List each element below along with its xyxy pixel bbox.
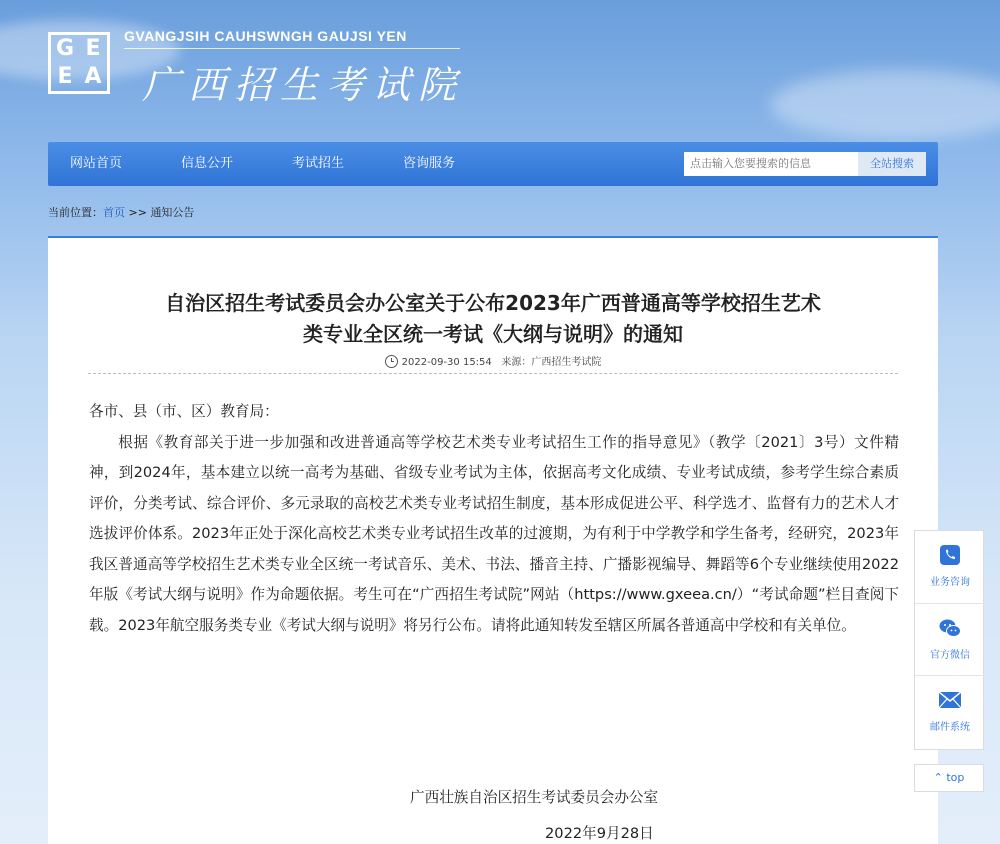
header-cloud xyxy=(770,70,1000,140)
back-to-top-button[interactable] xyxy=(914,764,984,792)
article-datetime: 2022-09-30 15:54 xyxy=(401,357,492,368)
float-item-consult[interactable] xyxy=(915,531,985,603)
site-header xyxy=(0,0,1000,140)
article-paragraph: 根据《教育部关于进一步加强和改进普通高等学校艺术类专业考试招生工作的指导意见》（教学〔2021〕3号）文件精神，到2024年，基本建立以统一高考为基础、省级专业考试为主体，依据高考文化成绩、专业考试成绩，参考学生综合素质评价，分类考试、综合评价、多元录取的高校艺术类专业考试招生制度，基本形成促进公平、科学选才、监督有力的艺术人才选拔评价体系。2023年正处于深化高校艺术类专业考试招生改革的过渡期，为有利于中学教学和学生备考，经研究，2023年我区普通高等学校招生艺术类专业全区统一考试音乐、美术、书法、播音主持、广播影视编导、舞蹈等6个专业继续使用2022年版《考试大纲与说明》作为命题依据。考生可在“广西招生考试院”网站（https://www.gxeea.cn/）“考试命题”栏目查阅下载。2023年航空服务类专业《考试大纲与说明》将另行公布。请将此通知转发至辖区所属各普通高中学校和有关单位。 xyxy=(89,433,899,634)
clock-icon xyxy=(385,355,398,368)
article-meta xyxy=(48,353,938,368)
article-source: 来源：广西招生考试院 xyxy=(501,357,602,368)
site-name-cn: 广西招生考试院 xyxy=(142,63,465,107)
phone-icon xyxy=(938,543,962,567)
breadcrumb-prefix: 当前位置： xyxy=(48,206,103,219)
article-panel xyxy=(48,236,938,844)
back-to-top-label: top xyxy=(946,771,965,784)
chevron-up-icon: ⌃ xyxy=(933,771,943,784)
mail-icon xyxy=(938,688,962,712)
article-title-line: 类专业全区统一考试《大纲与说明》的通知 xyxy=(303,322,683,346)
nav-item-home[interactable]: 网站首页 xyxy=(70,156,123,171)
wechat-icon xyxy=(938,616,962,640)
breadcrumb-home-link[interactable]: 首页 xyxy=(103,206,125,219)
search-button[interactable]: 全站搜索 xyxy=(858,152,926,176)
logo-letter: E xyxy=(57,64,73,89)
breadcrumb-current: 通知公告 xyxy=(150,206,195,219)
site-name-en: GVANGJSIH CAUHSWNGH GAUJSI YEN xyxy=(124,28,460,49)
nav-item-exams[interactable]: 考试招生 xyxy=(292,156,345,171)
nav-item-consult[interactable]: 咨询服务 xyxy=(403,156,456,171)
divider xyxy=(88,373,898,374)
article-date: 2022年9月28日 xyxy=(545,825,654,842)
breadcrumb xyxy=(48,204,194,220)
float-item-label: 业务咨询 xyxy=(930,577,970,588)
search-input[interactable] xyxy=(684,152,858,176)
float-item-mail[interactable] xyxy=(915,675,985,747)
article-title-line: 自治区招生考试委员会办公室关于公布2023年广西普通高等学校招生艺术 xyxy=(165,291,821,315)
float-service-panel xyxy=(914,530,984,750)
logo-letter: G xyxy=(55,36,75,61)
float-item-label: 邮件系统 xyxy=(930,722,970,733)
article-salutation: 各市、县（市、区）教育局： xyxy=(89,403,279,420)
nav-item-info[interactable]: 信息公开 xyxy=(181,156,234,171)
article-title xyxy=(68,288,918,350)
site-logo[interactable] xyxy=(48,32,110,94)
logo-letter: E xyxy=(85,36,101,61)
logo-letter: A xyxy=(84,64,102,89)
article-body xyxy=(89,397,899,641)
float-item-wechat[interactable] xyxy=(915,603,985,675)
article-signature: 广西壮族自治区招生考试委员会办公室 xyxy=(410,789,659,806)
main-nav xyxy=(48,142,938,186)
float-item-label: 官方微信 xyxy=(930,650,970,661)
breadcrumb-separator: >> xyxy=(125,206,151,219)
